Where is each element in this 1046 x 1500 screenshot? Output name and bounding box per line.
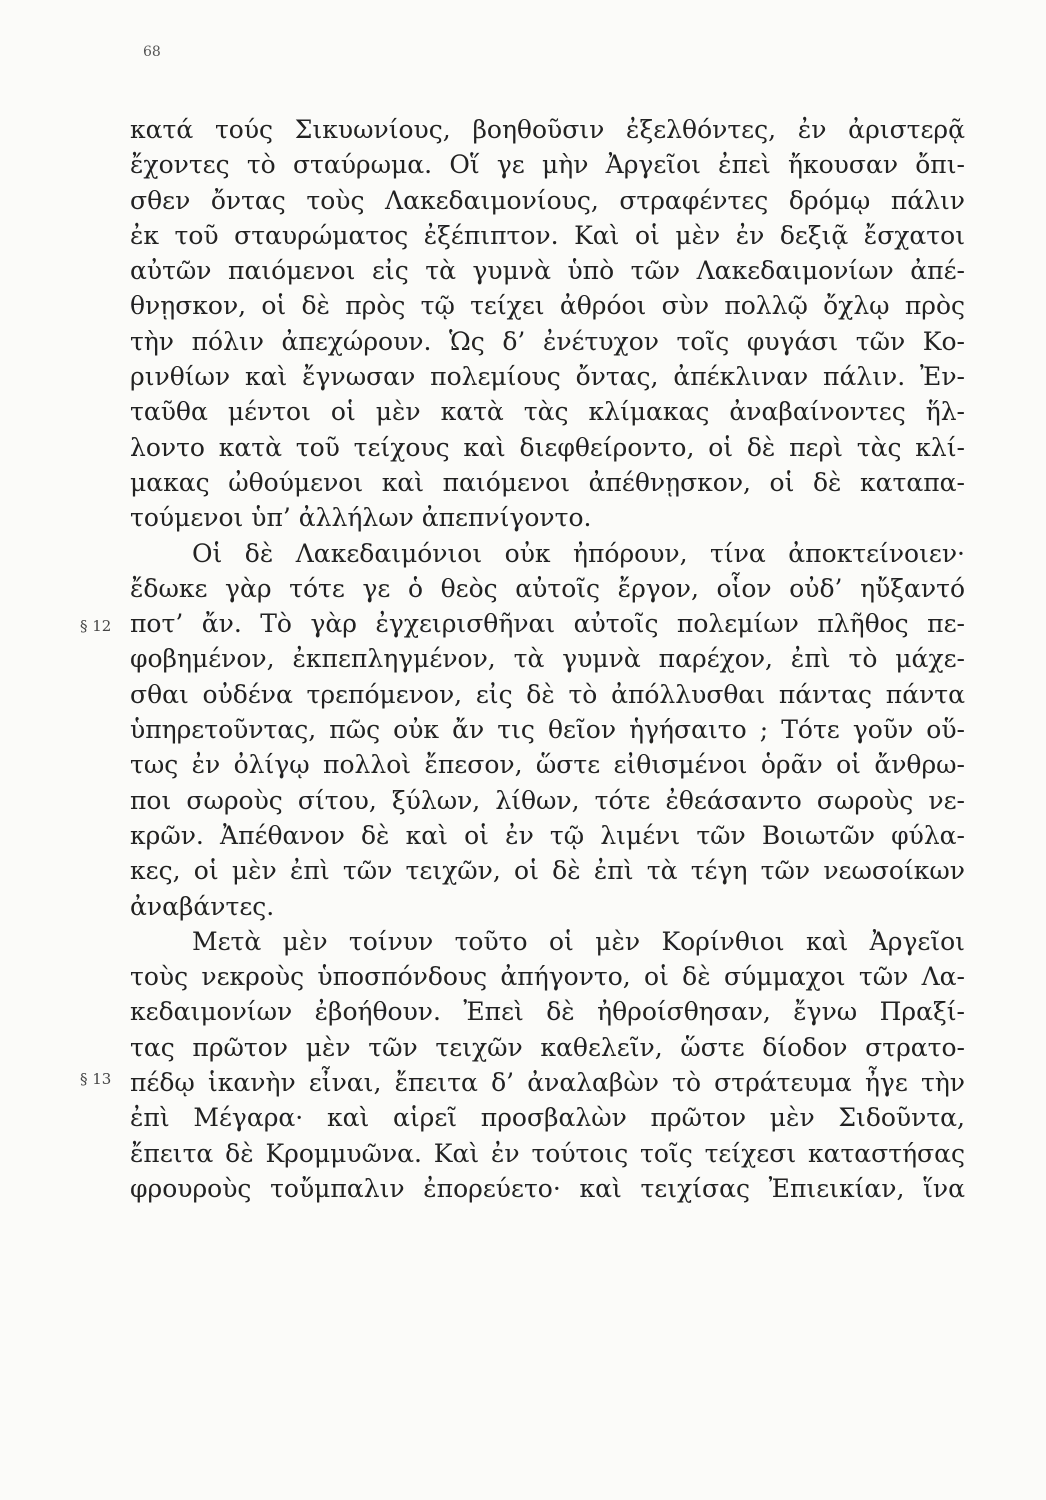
text-line: σθαι οὐδένα τρεπόμενον, εἰς δὲ τὸ ἀπόλλυσθαι πάντας πάντα — [130, 679, 965, 709]
text-line: τοὺς νεκροὺς ὑποσπόνδους ἀπήγοντο, οἱ δὲ σύμμαχοι τῶν Λα- — [130, 962, 965, 992]
text-line: μακας ὠθούμενοι καὶ παιόμενοι ἀπέθνῃσκον, οἱ δὲ καταπα- — [130, 467, 965, 497]
text-line: ὑπηρετοῦντας, πῶς οὐκ ἄν τις θεῖον ἡγήσαιτο ; Τότε γοῦν οὕ- — [130, 715, 965, 745]
text-line: φοβημένον, ἐκπεπληγμένον, τὰ γυμνὰ παρέχον, ἐπὶ τὸ μάχε- — [130, 644, 965, 674]
section-marker-12: § 12 — [80, 617, 112, 635]
text-line: ταῦθα μέντοι οἱ μὲν κατὰ τὰς κλίμακας ἀναβαίνοντες ἥλ- — [130, 397, 965, 427]
main-text — [130, 112, 965, 1206]
text-line: τας πρῶτον μὲν τῶν τειχῶν καθελεῖν, ὥστε δίοδον στρατο- — [130, 1032, 965, 1062]
text-line: λοντο κατὰ τοῦ τείχους καὶ διεφθείροντο, οἱ δὲ περὶ τὰς κλί- — [130, 432, 965, 462]
text-line: ἔπειτα δὲ Κρομμυῶνα. Καὶ ἐν τούτοις τοῖς τείχεσι καταστήσας — [130, 1138, 965, 1168]
text-line: ἀναβάντες. — [130, 891, 275, 921]
text-line: σθεν ὄντας τοὺς Λακεδαιμονίους, στραφέντες δρόμῳ πάλιν — [130, 185, 965, 215]
text-line: ποι σωροὺς σίτου, ξύλων, λίθων, τότε ἐθεάσαντο σωροὺς νε- — [130, 785, 965, 815]
text-line: ἐπὶ Μέγαρα· καὶ αἱρεῖ προσβαλὼν πρῶτον μὲν Σιδοῦντα, — [130, 1103, 965, 1133]
text-line: ἔδωκε γὰρ τότε γε ὁ θεὸς αὐτοῖς ἔργον, οἷον οὐδ’ ηὔξαντό — [130, 573, 965, 603]
text-line: ἔχοντες τὸ σταύρωμα. Οἵ γε μὴν Ἀργεῖοι ἐπεὶ ἤκουσαν ὄπι- — [130, 150, 965, 180]
text-line: ρινθίων καὶ ἔγνωσαν πολεμίους ὄντας, ἀπέκλιναν πάλιν. Ἐν- — [130, 362, 965, 392]
text-line: τως ἐν ὀλίγῳ πολλοὶ ἔπεσον, ὥστε εἰθισμένοι ὁρᾶν οἱ ἄνθρω- — [130, 750, 965, 780]
text-line: τὴν πόλιν ἀπεχώρουν. Ὡς δ’ ἐνέτυχον τοῖς φυγάσι τῶν Κο- — [130, 326, 965, 356]
text-line: κεδαιμονίων ἐβοήθουν. Ἐπεὶ δὲ ἠθροίσθησαν, ἔγνω Πραξί- — [130, 997, 965, 1027]
text-line: φρουροὺς τοὔμπαλιν ἐπορεύετο· καὶ τειχίσας Ἐπιεικίαν, ἵνα — [130, 1173, 965, 1203]
section-marker-13: § 13 — [80, 1070, 112, 1088]
text-line: αὐτῶν παιόμενοι εἰς τὰ γυμνὰ ὑπὸ τῶν Λακεδαιμονίων ἀπέ- — [130, 256, 965, 286]
page-number: 68 — [143, 44, 161, 60]
text-line: ποτ’ ἄν. Τὸ γὰρ ἐγχειρισθῆναι αὐτοῖς πολεμίων πλῆθος πε- — [130, 609, 965, 639]
text-line: τούμενοι ὑπ’ ἀλλήλων ἀπεπνίγοντο. — [130, 503, 592, 533]
text-line: πέδῳ ἱκανὴν εἶναι, ἔπειτα δ’ ἀναλαβὼν τὸ στράτευμα ἦγε τὴν — [130, 1068, 965, 1098]
text-line: ἐκ τοῦ σταυρώματος ἐξέπιπτον. Καὶ οἱ μὲν ἐν δεξιᾷ ἔσχατοι — [130, 220, 965, 250]
text-line: κρῶν. Ἀπέθανον δὲ καὶ οἱ ἐν τῷ λιμένι τῶν Βοιωτῶν φύλα- — [130, 820, 965, 850]
text-line: κες, οἱ μὲν ἐπὶ τῶν τειχῶν, οἱ δὲ ἐπὶ τὰ τέγη τῶν νεωσοίκων — [130, 856, 965, 886]
text-line: Οἱ δὲ Λακεδαιμόνιοι οὐκ ἠπόρουν, τίνα ἀποκτείνοιεν· — [192, 538, 965, 568]
text-line: κατά τούς Σικυωνίους, βοηθοῦσιν ἐξελθόντες, ἐν ἀριστερᾷ — [130, 115, 965, 144]
text-line: θνῃσκον, οἱ δὲ πρὸς τῷ τείχει ἀθρόοι σὺν πολλῷ ὄχλῳ πρὸς — [130, 291, 965, 321]
text-line: Μετὰ μὲν τοίνυν τοῦτο οἱ μὲν Κορίνθιοι καὶ Ἀργεῖοι — [192, 926, 965, 956]
